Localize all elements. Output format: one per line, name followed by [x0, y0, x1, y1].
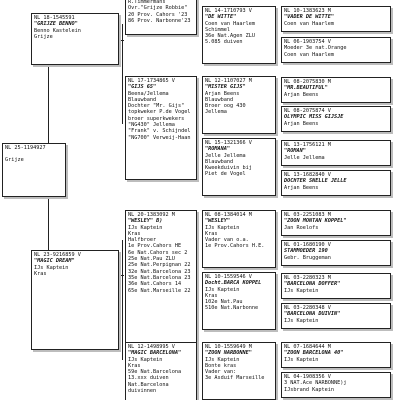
ancestor-box[interactable]: NL 06-1903754 V Moeder 3e nat.Orange Coen van Haarlem — [281, 37, 391, 63]
breeder: IJs Kaptein — [34, 264, 69, 271]
ring-number: NL 25-1194927 — [5, 145, 46, 151]
great-grandsire-box[interactable]: NL 10-1559649 M "ZOON NARBONNE" IJs Kaptein Bonte kras Vader van: 3e Asduif Marseille — [202, 342, 276, 400]
ancestor-box[interactable]: NL 04-1908356 V 3 NAT.Ace NARBONNE)j IJsbrand Kaptein — [281, 372, 391, 398]
ancestor-box[interactable]: NL 10-1383623 M "VADER DE WITTE" Coen van Haarlem — [281, 6, 391, 32]
granddam-box[interactable]: NL 17-1734865 V "GIJS 65" Beena/Jellema Blauwband Dochter "Mr. Gijs" topkweker P.de Vogel broer superkwekers "NG430" Jellema "Frank" v. Schijndel "NG700" Verweij-Haan — [125, 76, 197, 180]
ancestor-box[interactable]: NL 03-2251083 M "ZOON MONTAN KOPPEL" Jan Roelofs — [281, 210, 391, 236]
great-grandsire-box[interactable]: NL 14-1710793 V "DE WITTE" Coen van Haarlem Schimmel 36e Nat.Agen ZLU 5.085 duiven — [202, 6, 276, 64]
ring-number: NL 23-9216859 V — [34, 252, 81, 258]
ring-number: NL 18-1545591 — [34, 15, 75, 21]
father-box[interactable] — [31, 13, 119, 65]
pigeon-name: "GRIJZE BENNO" — [34, 21, 78, 28]
connector-line — [48, 62, 49, 144]
connector-line — [122, 240, 123, 360]
ancestor-box[interactable]: NL 01-1680190 V STAMMOEDER 190 Gebr. Bruggeman — [281, 240, 391, 266]
color: Grijze — [34, 33, 53, 40]
color: Kras — [34, 270, 47, 277]
granddam-box[interactable]: NL 12-1498995 V "MAGIC BARCELONA" IJs Kaptein Kras 59e Nat.Barcelona 13.xxx duiven Nat.Barcelona duivinnen — [125, 342, 197, 400]
ancestor-box[interactable]: NL 08-2075830 M "MR.BEAUTIFUL" Arjan Beens — [281, 77, 391, 103]
ancestor-box[interactable]: NL 07-1684644 M "ZOON BARCELONA 40" IJs Kaptein — [281, 342, 391, 368]
subject-color: Grijze — [5, 157, 24, 164]
connector-line — [48, 195, 49, 255]
ancestor-box[interactable]: NL 03-2280323 M "BARCELONA DOFFER" IJs Kaptein — [281, 273, 391, 299]
subject-box[interactable] — [2, 143, 66, 197]
great-granddam-box[interactable]: NL 10-1559546 V Docht.BARCA KOPPEL IJs Kaptein Kras 102e Nat.Pau 510e Nat.Narbonne — [202, 272, 276, 330]
ancestor-box[interactable]: NL 13-1756121 M "ROMAN" Jelle Jellema — [281, 140, 391, 166]
pigeon-name: "MAGIC DREAM" — [34, 258, 75, 265]
mother-box[interactable] — [31, 250, 119, 350]
ancestor-box[interactable]: NL 13-1682840 V DOCHTER SNELLE JELLE Arjan Beens — [281, 170, 391, 196]
ancestor-box[interactable]: NL 08-2075874 V OLYMPIC MISS GIJSJE Arjan Beens — [281, 106, 391, 132]
great-grandsire-box[interactable]: NL 08-1384014 M "WESLEY" IJs Kaptein Kras Vader van o.a. 1e Prov.Cahors H.E. — [202, 210, 276, 268]
breeder: Benno Kastelein — [34, 27, 81, 34]
great-granddam-box[interactable]: NL 15-1321366 V "ROMANA" Jelle Jellema Blauwband Kweekduivin bij Piet de Vogel — [202, 138, 276, 196]
grandsire-box[interactable]: R.Timmermans Ovr."Grijze Robbie" 20 Prov. Cahors '23 86 Prov. Narbonne'23 — [125, 0, 197, 35]
great-grandsire-box[interactable]: NL 12-1107027 M "MISTER GIJS" Arjan Beens Blauwband Broer oog 430 Jellema — [202, 76, 276, 134]
connector-line — [122, 24, 123, 124]
grandsire-box[interactable]: NL 20-1383092 M "WESLEY" B) IJs Kaptein Kras Halfbroer 1e Prov.Cahors HE 6e Nat.Cahors sec 2 25e Nat.Pau ZLU 25e Nat.Perpignan 22 32e Nat.Barcelona 23 35e Nat.Barcelona 23 36e Nat.Cahors 14 65e Nat.Marseille 22 — [125, 210, 197, 350]
ancestor-box[interactable]: NL 03-2280348 V "BARCELONA DUIVIN" IJs Kaptein — [281, 303, 391, 329]
